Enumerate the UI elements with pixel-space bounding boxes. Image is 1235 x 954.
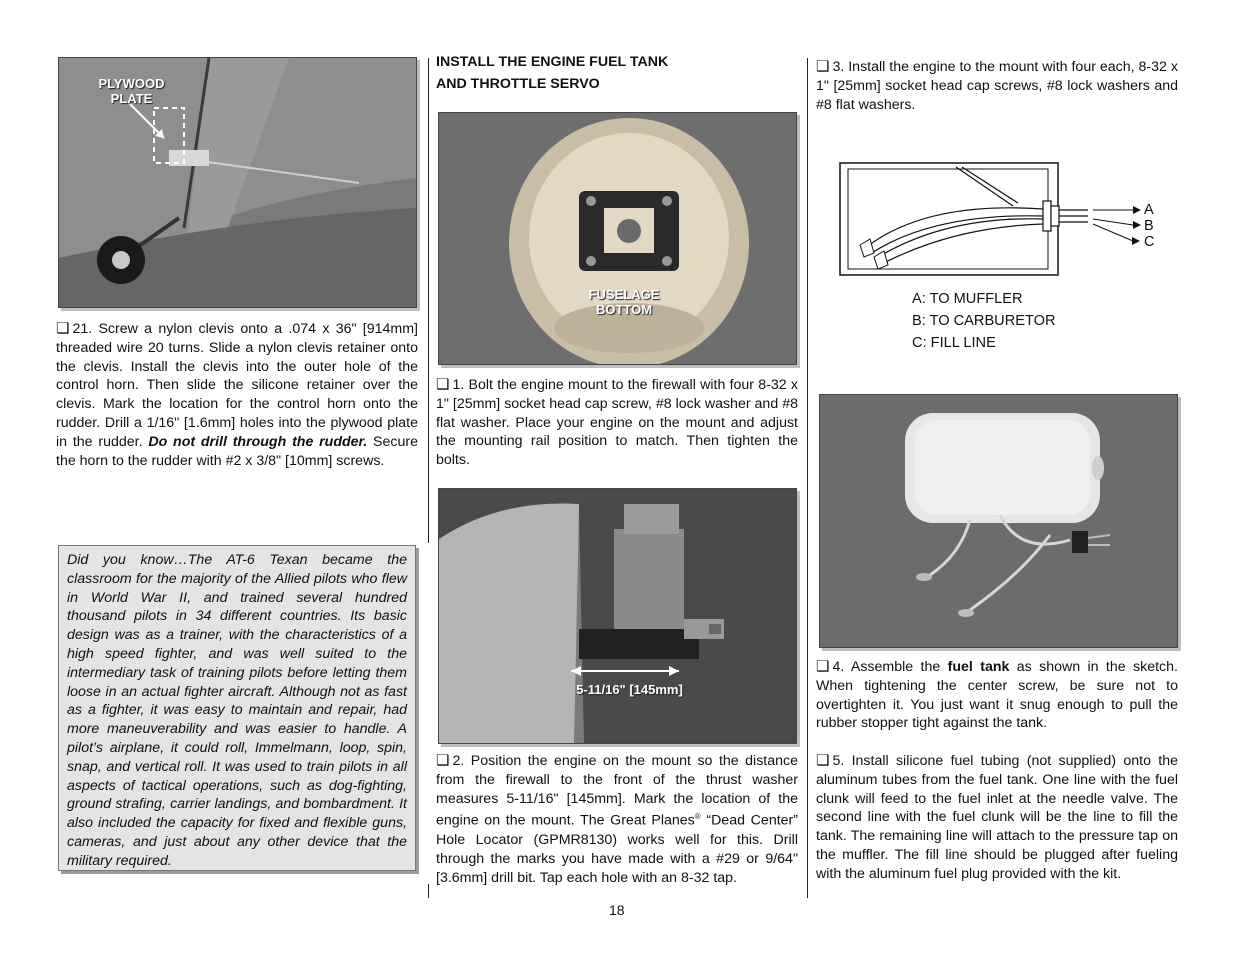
step-21-warning: Do not drill through the rudder. xyxy=(148,433,368,450)
section-heading xyxy=(436,51,796,95)
page-number: 18 xyxy=(609,902,625,918)
fuel-tank-diagram-svg xyxy=(838,161,1160,279)
step-4-body: 4. Assemble the xyxy=(832,659,941,675)
column-divider-right xyxy=(807,58,808,898)
diagram-label-b: B xyxy=(1144,218,1154,234)
checkbox-icon[interactable]: ❏ xyxy=(816,658,830,675)
engine-side-photo xyxy=(438,488,797,744)
step-21-body: 21. Screw a nylon clevis onto a .074 x 36" [914mm] threaded wire 20 turns. Slide a nylon clevis retainer onto the clevis. Install the clevis into the outer hole of the control horn. Then slide the silicone retainer over the clevis. Mark the location for the control horn onto the rudder. Drill a 1/16" [1.6mm] holes into the plywood plate in the rudder. xyxy=(56,321,418,450)
step-4-bold: fuel tank xyxy=(947,659,1010,675)
step-4-suffix: as shown in the sketch. When tightening the center screw, be sure not to overtighten it. You just want it snug enough to pull the rubber stopper tight against the tank. xyxy=(816,659,1178,732)
fuselage-bottom-callout: FUSELAGE BOTTOM xyxy=(588,287,660,317)
step-2-text xyxy=(436,752,798,887)
checkbox-icon[interactable]: ❏ xyxy=(436,376,450,393)
step-21-suffix: Secure the horn to the rudder with #2 x 3/8" [10mm] screws. xyxy=(56,433,418,469)
column-divider-left-lower xyxy=(428,884,429,898)
fuel-tank-photo xyxy=(819,394,1178,648)
section-heading-line2: AND THROTTLE SERVO xyxy=(436,76,600,92)
rudder-photo xyxy=(58,57,417,308)
engine-mount-photo xyxy=(438,112,797,365)
legend-b: B: TO CARBURETOR xyxy=(912,313,1056,329)
checkbox-icon[interactable]: ❏ xyxy=(56,320,70,337)
legend-a: A: TO MUFFLER xyxy=(912,291,1023,307)
step-2-suffix: “Dead Center” Hole Locator (GPMR8130) works well for this. Drill through the marks you have made with a #29 or 9/64" [3.6mm] drill bit. Tap each hole with an 8-32 tap. xyxy=(436,813,798,886)
section-heading-line1: INSTALL THE ENGINE FUEL TANK xyxy=(436,54,669,70)
step-2-body: 2. Position the engine on the mount so the distance from the firewall to the front of the thrust washer measures 5-11/16" [145mm]. Mark the location of the engine on the mount. The Great Planes xyxy=(436,753,798,830)
did-you-know-box: Did you know…The AT-6 Texan became the classroom for the majority of the Allied pilots who flew in World War II, and trained several hundred thousand pilots in 34 different countries. Its basic design was as a trainer, with the characteristics of a high speed fighter, and was well suited to the intermediary task of training pilots before letting them loose in an actual fighter aircraft. Although not as fast as a fighter, it was easy to maintain and repair, had more maneuverability and was easier to handle. A pilot’s airplane, it could roll, Immelmann, loop, spin, snap, and vertical roll. It was used to train pilots in all aspects of tactical operations, such as dog-fighting, ground strafing, carrier landings, and bombardment. It also included the capacity for fixed and flexible guns, cameras, and just about any other device that the military required. xyxy=(58,545,416,871)
step-1-body: 1. Bolt the engine mount to the firewall with four 8-32 x 1" [25mm] socket head cap screw, #8 lock washer and #8 flat washer. Place your engine on the mount and adjust the mounting rail position to match. Then tighten the bolts. xyxy=(436,377,798,469)
step-3-text xyxy=(816,58,1178,114)
step-1-text xyxy=(436,376,798,470)
measurement-callout: 5-11/16" [145mm] xyxy=(576,682,683,697)
diagram-label-a: A xyxy=(1144,202,1154,218)
diagram-label-c: C xyxy=(1144,234,1155,250)
engine-mount-photo-image xyxy=(439,113,796,364)
step-5-body: 5. Install silicone fuel tubing (not supplied) onto the aluminum tubes from the fuel tank. One line with the fuel clunk will feed to the fuel inlet at the needle valve. The second line with the fuel clunk will be the line to fill the tank. The remaining line will attach to the pressure tap on the muffler. The fill line should be plugged after fueling with the aluminum fuel plug provided with the kit. xyxy=(816,753,1178,882)
column-divider-left xyxy=(428,58,429,543)
checkbox-icon[interactable]: ❏ xyxy=(816,752,830,769)
step-5-text xyxy=(816,752,1178,884)
engine-side-photo-image xyxy=(439,489,796,743)
step-3-body: 3. Install the engine to the mount with four each, 8-32 x 1" [25mm] socket head cap screws, #8 lock washers and #8 flat washers. xyxy=(816,59,1178,113)
registered-mark: ® xyxy=(694,812,701,822)
step-21-text xyxy=(56,320,418,470)
legend-c: C: FILL LINE xyxy=(912,335,996,351)
checkbox-icon[interactable]: ❏ xyxy=(436,752,450,769)
fuel-tank-photo-image xyxy=(820,395,1177,647)
plywood-plate-callout: PLYWOOD PLATE xyxy=(98,76,165,106)
checkbox-icon[interactable]: ❏ xyxy=(816,58,830,75)
fuel-tank-diagram xyxy=(838,161,1160,279)
diagram-legend xyxy=(912,288,1056,354)
step-4-text xyxy=(816,658,1178,733)
